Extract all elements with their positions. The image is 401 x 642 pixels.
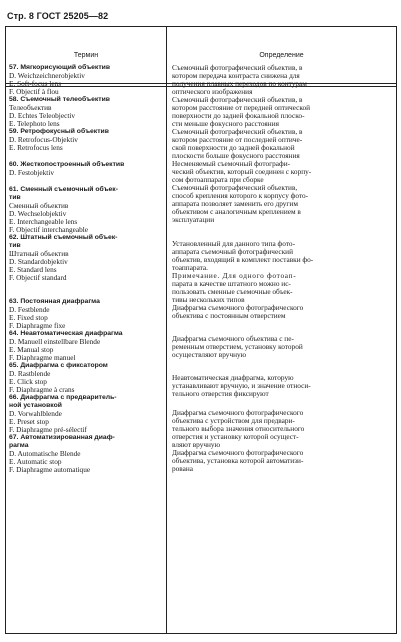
term-heading: ной установкой	[9, 402, 62, 409]
term-line: D. Weichzeichnerobjektiv	[9, 72, 85, 80]
definition-line: плоскости больше фокусного расстояния	[172, 152, 300, 160]
term-line: Штатный объектив	[9, 250, 69, 258]
definition-line: вляют вручную	[172, 441, 221, 449]
term-line: F. Diaphragme manuel	[9, 354, 76, 362]
definition-line: тивы нескольких типов	[172, 296, 245, 304]
term-line: D. Echtes Teleobjectiv	[9, 112, 76, 120]
definition-line: тельного отверстия фиксируют	[172, 390, 269, 398]
term-heading: 62. Штатный съемочный объек-	[9, 234, 118, 241]
term-line: E. Preset stop	[9, 418, 49, 426]
term-heading: тив	[9, 242, 21, 249]
term-line: F. Diaphragme automatique	[9, 466, 91, 474]
term-line: D. Automatische Blende	[9, 450, 81, 458]
definition-line: котором расстояние от передней оптической	[172, 104, 311, 112]
term-line: E. Soft-focus lens	[9, 80, 62, 88]
term-line: D. Wechselobjektiv	[9, 210, 67, 218]
term-line: F. Diaphragme à crans	[9, 386, 75, 394]
definition-line: аппарата съемочный фотографический	[172, 248, 293, 256]
term-heading: 63. Постоянная диафрагма	[9, 298, 100, 305]
term-heading: 65. Диафрагма с фиксатором	[9, 362, 108, 369]
definition-line: Диафрагма съемочного объектива с пе-	[172, 335, 294, 343]
term-line: E. Automatic stop	[9, 458, 62, 466]
term-heading: 67. Автоматизированная диаф-	[9, 434, 115, 441]
term-line: Телеобъектив	[9, 104, 52, 112]
definition-line: пользовать сменные съемочные объек-	[172, 288, 293, 296]
definition-line: объектива с постоянным отверстием	[172, 312, 286, 320]
definition-line: ременным отверстием, установку которой	[172, 343, 303, 351]
term-line: D. Festblende	[9, 306, 50, 314]
term-line: F. Objectif standard	[9, 274, 67, 282]
definition-line: объектив, входящий в комплект поставки фо-	[172, 256, 314, 264]
definition-line: котором расстояние от последней оптиче-	[172, 136, 303, 144]
definition-line: устанавливают вручную, и значение относи-	[172, 382, 311, 390]
term-heading: тив	[9, 194, 21, 201]
term-heading: 61. Сменный съемочный объек-	[9, 186, 118, 193]
term-line: D. Manuell einstellbare Blende	[9, 338, 101, 346]
definition-line: способ крепления которого к корпусу фото-	[172, 192, 309, 200]
definition-line: рована	[172, 465, 194, 473]
term-line: F. Diaphragme pré-sélectif	[9, 426, 87, 434]
definition-line: Диафрагма съемочного фотографического	[172, 449, 304, 457]
term-line: E. Standard lens	[9, 266, 57, 274]
definition-line: Несменяемый съемочный фотографи-	[172, 160, 291, 168]
term-heading: 58. Съемочный телеобъектив	[9, 96, 110, 103]
definition-line: ческий объектив, который соединен с корпу-	[172, 168, 312, 176]
definition-line: объективом с аналогичным креплением в	[172, 208, 301, 216]
term-line: D. Rastblende	[9, 370, 51, 378]
term-heading: рагма	[9, 442, 29, 449]
definition-line: эксплуатации	[172, 216, 215, 224]
term-line: E. Fixed stop	[9, 314, 48, 322]
term-line: E. Interchangeable lens	[9, 218, 78, 226]
term-line: E. Manual stop	[9, 346, 54, 354]
term-line: E. Retrofocus lens	[9, 144, 63, 152]
definition-line: объектива, установка которой автоматизи-	[172, 457, 304, 465]
definition-line: ской поверхности до задней фокальной	[172, 144, 295, 152]
definition-line: сти меньше фокусного расстояния	[172, 120, 279, 128]
definition-line: оптического изображения	[172, 88, 253, 96]
definition-line: тельного выбора значения относительного	[172, 425, 305, 433]
term-heading: 57. Мягкорисующий объектив	[9, 64, 111, 71]
definition-line: Диафрагма съемочного фотографического	[172, 304, 304, 312]
definition-line: Диафрагма съемочного фотографического	[172, 409, 304, 417]
column-header-definition: Определение	[259, 51, 304, 59]
term-line: F. Objectif à flou	[9, 88, 59, 96]
term-line: D. Standardobjektiv	[9, 258, 68, 266]
term-heading: 66. Диафрагма с предваритель-	[9, 394, 117, 401]
term-heading: 60. Жесткопостроенный объектив	[9, 161, 125, 168]
definition-line: Съемочный фотографический объектив,	[172, 184, 298, 192]
term-line: D. Festobjektiv	[9, 169, 54, 177]
terms-table	[5, 26, 397, 634]
definition-line: Установленный для данного типа фото-	[172, 240, 296, 248]
term-line: E. Click stop	[9, 378, 47, 386]
page-header: Стр. 8 ГОСТ 25205—82	[7, 11, 109, 21]
definition-line: тоаппарата.	[172, 264, 208, 272]
term-line: D. Retrofocus-Objektiv	[9, 136, 78, 144]
term-line: F. Objectif interchangeable	[9, 226, 89, 234]
term-line: E. Telephoto lens	[9, 120, 60, 128]
definition-line: объектива с устройством для предвари-	[172, 417, 295, 425]
definition-line: аппарата позволяет заменить его другим	[172, 200, 298, 208]
definition-line: Съемочный фотографический объектив, в	[172, 64, 303, 72]
definition-line: поверхности до задней фокальной плоско-	[172, 112, 305, 120]
term-line: Сменный объектив	[9, 202, 69, 210]
definition-line: Съемочный фотографический объектив, в	[172, 128, 303, 136]
term-line: D. Vorwahlblende	[9, 410, 62, 418]
definition-line: Неавтоматическая диафрагма, которую	[172, 374, 294, 382]
definition-line: осуществляют вручную	[172, 351, 247, 359]
term-heading: 64. Неавтоматическая диафрагма	[9, 330, 123, 337]
definition-line: Съемочный фотографический объектив, в	[172, 96, 303, 104]
definition-line: сом фотоаппарата при сборке	[172, 176, 264, 184]
term-heading: 59. Ретрофокусный объектив	[9, 128, 109, 135]
definition-line: котором передача контраста снижена для	[172, 72, 300, 80]
column-divider	[166, 27, 167, 633]
definition-line: получения плавных переходов по контурам	[172, 80, 307, 88]
column-header-terms: Термин	[73, 51, 99, 59]
definition-line: Примечание. Для одного фотоап-	[172, 272, 297, 280]
definition-line: парата в качестве штатного можно ис-	[172, 280, 291, 288]
definition-line: отверстия и установку которой осущест-	[172, 433, 299, 441]
term-line: F. Diaphragme fixe	[9, 322, 66, 330]
